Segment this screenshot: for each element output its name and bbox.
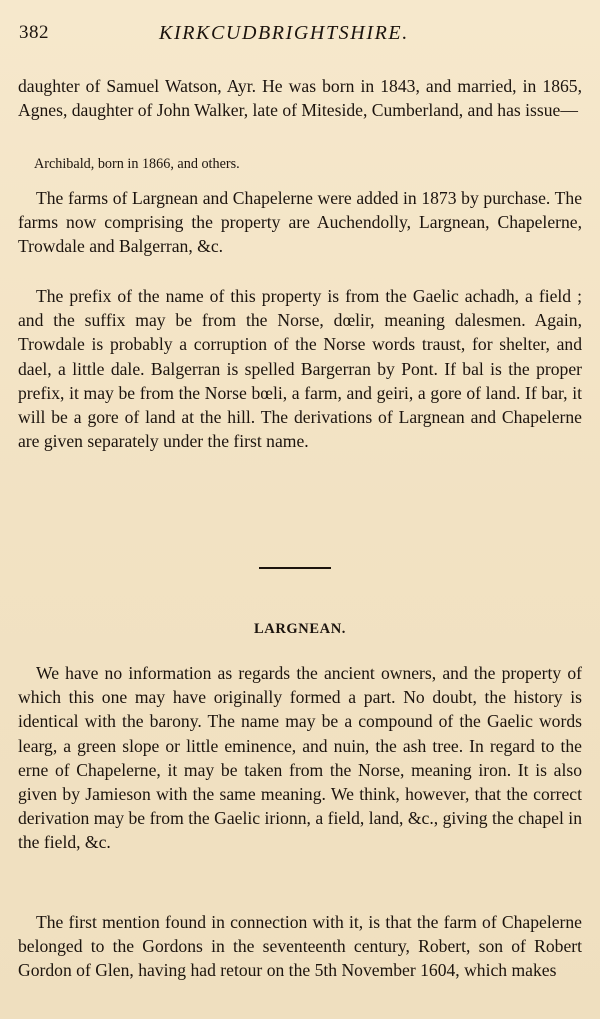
paragraph-first-mention: The first mention found in connection with it, is that the farm of Chapelerne belonged to the Gordons in the seventeenth century, Robert, son of Robert Gordon of Glen, having had retour on the 5th November 1604, which makes: [18, 912, 582, 981]
running-title: KIRKCUDBRIGHTSHIRE.: [159, 22, 409, 44]
paragraph-continuation: daughter of Samuel Watson, Ayr. He was born in 1843, and married, in 1865, Agnes, daughter of John Walker, late of Miteside, Cumberland, and has issue—: [18, 76, 582, 121]
section-heading: LARGNEAN.: [253, 621, 346, 637]
section-divider: [259, 567, 331, 569]
paragraph-largnean-history: We have no information as regards the ancient owners, and the property of which this one may have originally formed a part. No doubt, the history is identical with the barony. The name may be a compound of the Gaelic words learg, a green slope or little eminence, and nuin, the ash tree. In regard to the erne of Chapelerne, it may be taken from the Norse, meaning iron. It is also given by Jamieson with the same meaning. We think, however, that the correct derivation may be from the Gaelic irionn, a field, land, &c., giving the chapel in the field, &c.: [18, 663, 582, 853]
issue-note: Archibald, born in 1866, and others.: [34, 156, 240, 172]
page-header: [19, 22, 582, 48]
page-number: 382: [19, 22, 49, 43]
paragraph-farms: The farms of Largnean and Chapelerne were added in 1873 by purchase. The farms now comprising the property are Auchendolly, Largnean, Chapelerne, Trowdale and Balgerran, &c.: [18, 188, 582, 257]
paragraph-etymology: The prefix of the name of this property is from the Gaelic achadh, a field ; and the suffix may be from the Norse, dœlir, meaning dalesmen. Again, Trowdale is probably a corruption of the Norse words traust, for shelter, and dael, a little dale. Balgerran is spelled Bargerran by Pont. If bal is the proper prefix, it may be from the Norse bœli, a farm, and geiri, a gore of land. If bar, it will be a gore of land at the hill. The derivations of Largnean and Chapelerne are given separately under the first name.: [18, 286, 582, 452]
